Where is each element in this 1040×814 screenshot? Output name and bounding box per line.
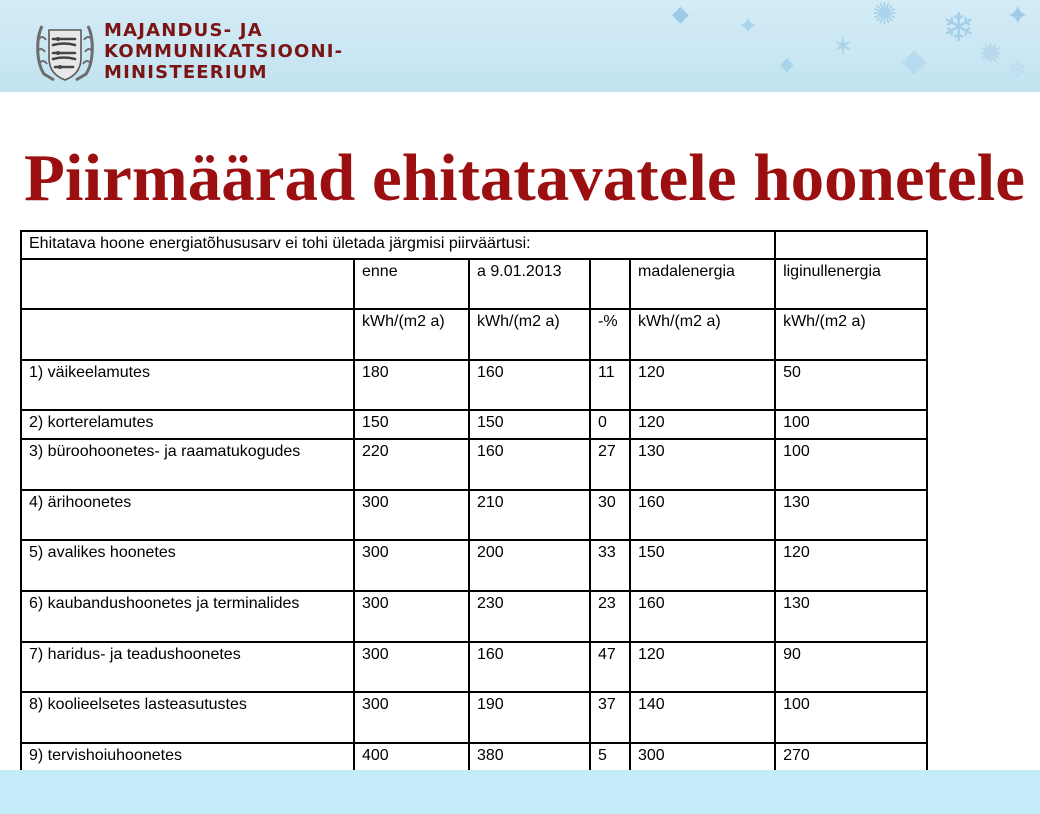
value-cell: 23	[590, 591, 630, 642]
energy-limits-table	[20, 230, 928, 773]
value-cell: 220	[354, 439, 469, 490]
ministry-name	[104, 20, 343, 83]
value-cell: 150	[630, 540, 775, 591]
value-cell: 270	[775, 743, 927, 772]
building-type-cell: 6) kaubandushoonetes ja terminalides	[21, 591, 354, 642]
value-cell: 150	[354, 410, 469, 439]
column-header	[21, 259, 354, 309]
table-cell	[775, 231, 927, 259]
value-cell: 100	[775, 692, 927, 743]
snowflake-decoration: ✶	[832, 32, 854, 62]
value-cell: 30	[590, 490, 630, 540]
building-type-cell: 2) korterelamutes	[21, 410, 354, 439]
building-type-cell: 5) avalikes hoonetes	[21, 540, 354, 591]
value-cell: 140	[630, 692, 775, 743]
value-cell: 130	[775, 490, 927, 540]
value-cell: 200	[469, 540, 590, 591]
value-cell: 300	[354, 490, 469, 540]
value-cell: 190	[469, 692, 590, 743]
value-cell: 5	[590, 743, 630, 772]
table-row	[21, 439, 927, 490]
ministry-name-line: KOMMUNIKATSIOONI-	[104, 41, 344, 62]
value-cell: 100	[775, 410, 927, 439]
value-cell: 300	[354, 642, 469, 692]
value-cell: 11	[590, 360, 630, 410]
building-type-cell: 1) väikeelamutes	[21, 360, 354, 410]
table-caption-row	[21, 231, 927, 259]
value-cell: 0	[590, 410, 630, 439]
value-cell: 160	[630, 591, 775, 642]
unit-cell	[21, 309, 354, 360]
value-cell: 180	[354, 360, 469, 410]
value-cell: 120	[630, 642, 775, 692]
value-cell: 300	[630, 743, 775, 772]
ministry-name-line: MINISTEERIUM	[104, 62, 268, 83]
slide-title: Piirmäärad ehitatavatele hoonetele	[24, 141, 1026, 215]
unit-cell: kWh/(m2 a)	[354, 309, 469, 360]
value-cell: 160	[469, 642, 590, 692]
snowflake-decoration: ❄	[942, 5, 976, 51]
value-cell: 160	[630, 490, 775, 540]
unit-cell: kWh/(m2 a)	[630, 309, 775, 360]
value-cell: 230	[469, 591, 590, 642]
value-cell: 37	[590, 692, 630, 743]
unit-cell: -%	[590, 309, 630, 360]
value-cell: 300	[354, 591, 469, 642]
value-cell: 300	[354, 692, 469, 743]
value-cell: 120	[630, 410, 775, 439]
table-row	[21, 642, 927, 692]
table-row	[21, 540, 927, 591]
column-header: a 9.01.2013	[469, 259, 590, 309]
column-header: liginullenergia	[775, 259, 927, 309]
table-row	[21, 490, 927, 540]
value-cell: 47	[590, 642, 630, 692]
unit-cell: kWh/(m2 a)	[775, 309, 927, 360]
table-row	[21, 410, 927, 439]
column-header: madalenergia	[630, 259, 775, 309]
value-cell: 33	[590, 540, 630, 591]
value-cell: 120	[775, 540, 927, 591]
value-cell: 100	[775, 439, 927, 490]
value-cell: 400	[354, 743, 469, 772]
value-cell: 380	[469, 743, 590, 772]
value-cell: 50	[775, 360, 927, 410]
unit-cell: kWh/(m2 a)	[469, 309, 590, 360]
building-type-cell: 7) haridus- ja teadushoonetes	[21, 642, 354, 692]
value-cell: 210	[469, 490, 590, 540]
snowflake-decoration: ◆	[780, 54, 794, 75]
coat-of-arms-icon	[34, 22, 96, 84]
snowflake-decoration: ◆	[902, 41, 927, 79]
value-cell: 130	[630, 439, 775, 490]
table-row	[21, 743, 927, 772]
value-cell: 27	[590, 439, 630, 490]
value-cell: 90	[775, 642, 927, 692]
table-row	[21, 360, 927, 410]
snowflake-decoration: ❄	[1008, 58, 1027, 83]
snowflake-decoration: ✺	[872, 0, 898, 32]
column-header: enne	[354, 259, 469, 309]
table-units-row	[21, 309, 927, 360]
snowflake-decoration: ✦	[1006, 0, 1030, 32]
value-cell: 120	[630, 360, 775, 410]
value-cell: 150	[469, 410, 590, 439]
value-cell: 160	[469, 360, 590, 410]
table-row	[21, 591, 927, 642]
header-band	[0, 0, 1040, 92]
building-type-cell: 3) büroohoonetes- ja raamatukogudes	[21, 439, 354, 490]
value-cell: 300	[354, 540, 469, 591]
table-row	[21, 692, 927, 743]
table-header-row	[21, 259, 927, 309]
value-cell: 160	[469, 439, 590, 490]
snowflake-decoration: ✹	[978, 37, 1004, 72]
building-type-cell: 4) ärihoonetes	[21, 490, 354, 540]
building-type-cell: 9) tervishoiuhoonetes	[21, 743, 354, 772]
column-header	[590, 259, 630, 309]
footer-band	[0, 770, 1040, 814]
building-type-cell: 8) koolieelsetes lasteasutustes	[21, 692, 354, 743]
table-caption: Ehitatava hoone energiatõhususarv ei tohi ületada järgmisi piirväärtusi:	[21, 231, 775, 259]
ministry-name-line: MAJANDUS- JA	[104, 20, 263, 41]
snowflake-decoration: ◆	[672, 2, 689, 27]
value-cell: 130	[775, 591, 927, 642]
snowflake-decoration: ✦	[738, 12, 759, 40]
